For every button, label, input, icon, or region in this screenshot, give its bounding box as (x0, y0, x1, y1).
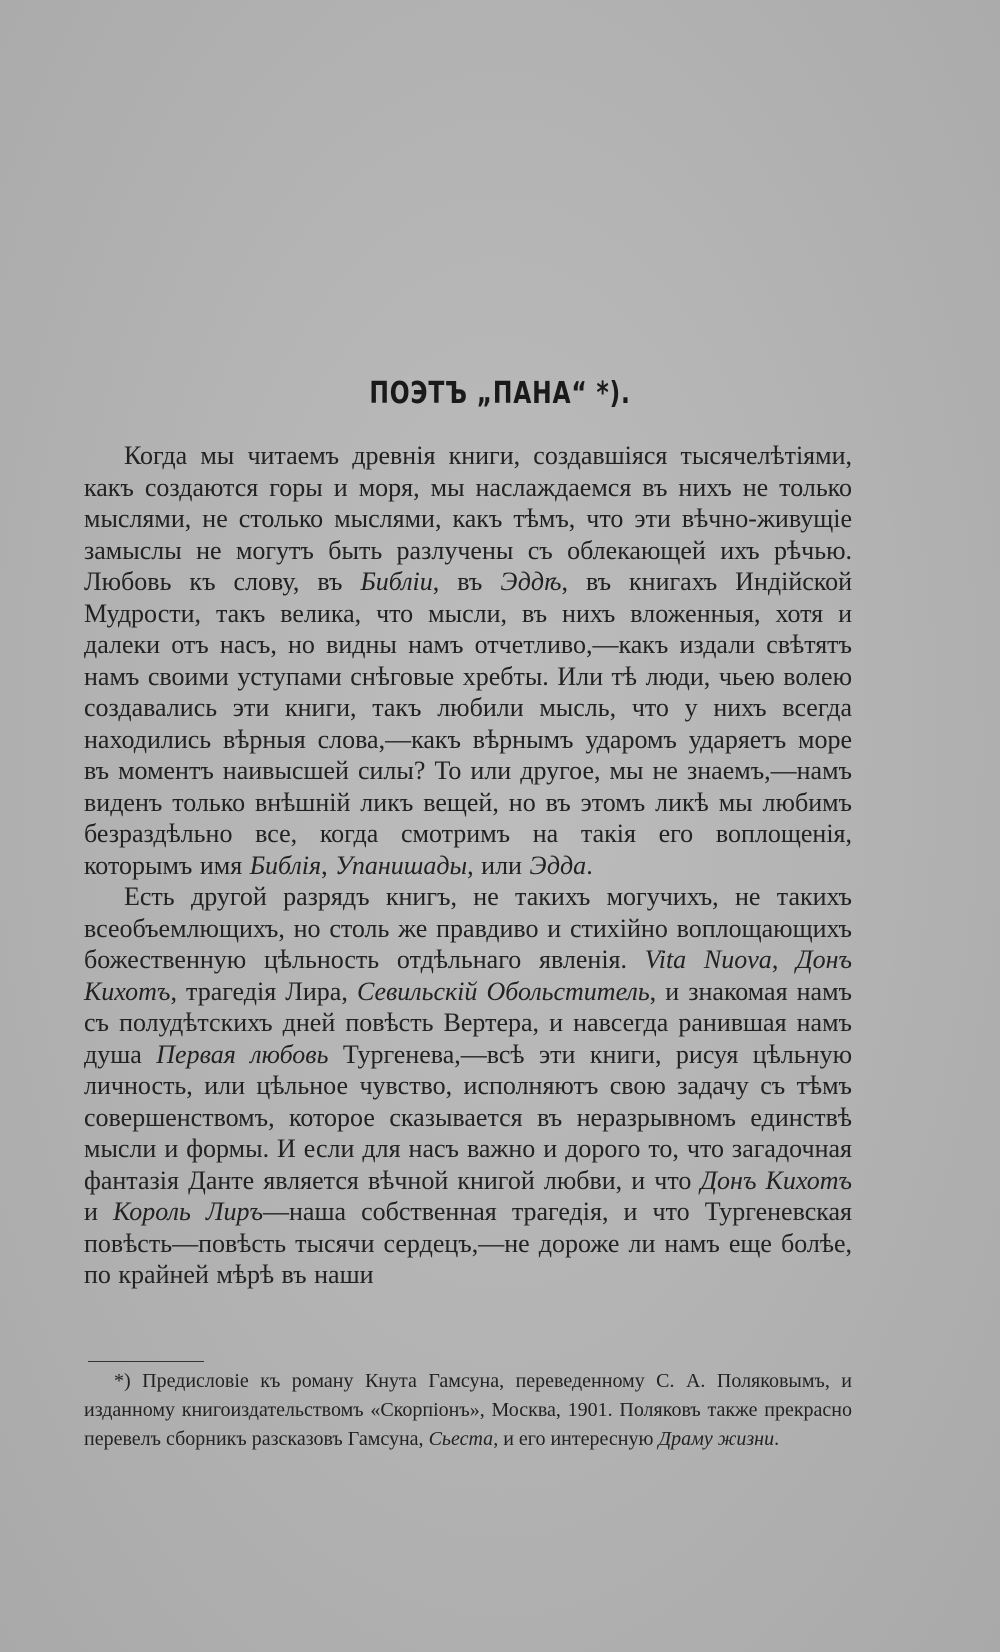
italic-title-text: Упанишады (335, 850, 468, 880)
text-run: . (586, 850, 593, 880)
text-run: , въ (432, 567, 501, 596)
main-text (84, 440, 852, 1291)
italic-title-text: Донъ Кихотъ (700, 1165, 852, 1195)
paragraph (84, 440, 852, 881)
chapter-title: ПОЭТЪ „ПАНА“ *). (369, 376, 631, 411)
text-run: Тургенева,—всѣ эти книги, рисуя цѣльную личность, или цѣльное чувство, исполняютъ свою задачу съ тѣмъ совершенствомъ, которое сказывается въ неразрывномъ единствѣ мысли и формы. И если для насъ важно и дорого то, что загадочная фантазія Данте является вѣчной книгой любви, и что (84, 1039, 852, 1195)
text-run: Есть другой разрядъ книгъ, не такихъ могучихъ, не такихъ всеобъемлющихъ, но столь же правдиво и стихійно воплощающихъ божественную цѣльность отдѣльнаго явленія. (84, 882, 852, 974)
text-run: и (84, 1197, 113, 1226)
italic-title-text: Библія (249, 850, 322, 880)
italic-title-text: Донъ Кихотъ (84, 945, 853, 1006)
italic-title-text: Эдда (529, 850, 587, 880)
paragraph (84, 881, 852, 1291)
text-run: , или (467, 850, 530, 880)
italic-title-text: Драму жизни (658, 1428, 775, 1450)
text-run: , трагедія Лира, (170, 976, 357, 1006)
footnote-text (84, 1367, 852, 1454)
italic-title-text: Vita Nuova (644, 945, 772, 974)
text-run: , и знакомая намъ съ полудѣтскихъ дней повѣсть Вертера, и навсегда ранившая намъ душа (84, 976, 852, 1069)
text-run: Когда мы читаемъ древнія книги, создавшіяся тысячелѣтіями, какъ создаются горы и моря, мы наслаждаемся въ нихъ не только мыслями, не столько мыслями, какъ тѣмъ, что эти вѣчно-живущіе замыслы не могутъ быть разлучены съ облекающей ихъ рѣчью. Любовь къ слову, въ (84, 441, 852, 596)
italic-title-text: Король Лиръ (113, 1197, 263, 1226)
text-run: , (321, 850, 336, 880)
italic-title-text: Севильскій Обольститель (356, 976, 650, 1006)
italic-title-text: Эддѣ (500, 567, 562, 596)
text-run: . (774, 1428, 780, 1450)
footnote-divider (88, 1361, 204, 1362)
text-run: , (771, 945, 797, 974)
italic-title-text: Сьеста (428, 1428, 494, 1450)
text-run: , и его интересную (493, 1428, 659, 1450)
text-run: *) Предисловіе къ роману Кнута Гамсуна, переведенному С. А. Поляковымъ, и изданному книгоиздательствомъ «Скорпіонъ», Москва, 1901. Поляковъ также прекрасно перевелъ сборникъ разсказовъ Гамсуна, (84, 1370, 852, 1450)
text-run: , въ книгахъ Индійской Мудрости, такъ велика, что мысли, въ нихъ вложенныя, хотя и далеки отъ насъ, но видны намъ отчетливо,—какъ издали свѣтятъ намъ своими уступами снѣговые хребты. Или тѣ люди, чьею волею создавались эти книги, такъ любили мысль, что у нихъ всегда находились вѣрныя слова,—какъ вѣрнымъ ударомъ ударяетъ море въ моментъ наивысшей силы? То или другое, мы не знаемъ,—намъ виденъ только внѣшній ликъ вещей, но въ этомъ ликѣ мы любимъ безраздѣльно все, когда смотримъ на такія его воплощенія, которымъ имя (84, 567, 853, 880)
italic-title-text: Первая любовь (156, 1039, 329, 1069)
text-run: —наша собственная трагедія, и что Тургеневская повѣсть—повѣсть тысячи сердецъ,—не дороже ли намъ еще болѣе, по крайней мѣрѣ въ наши (84, 1197, 853, 1289)
footnote (84, 1367, 852, 1454)
italic-title-text: Библіи (360, 567, 433, 596)
